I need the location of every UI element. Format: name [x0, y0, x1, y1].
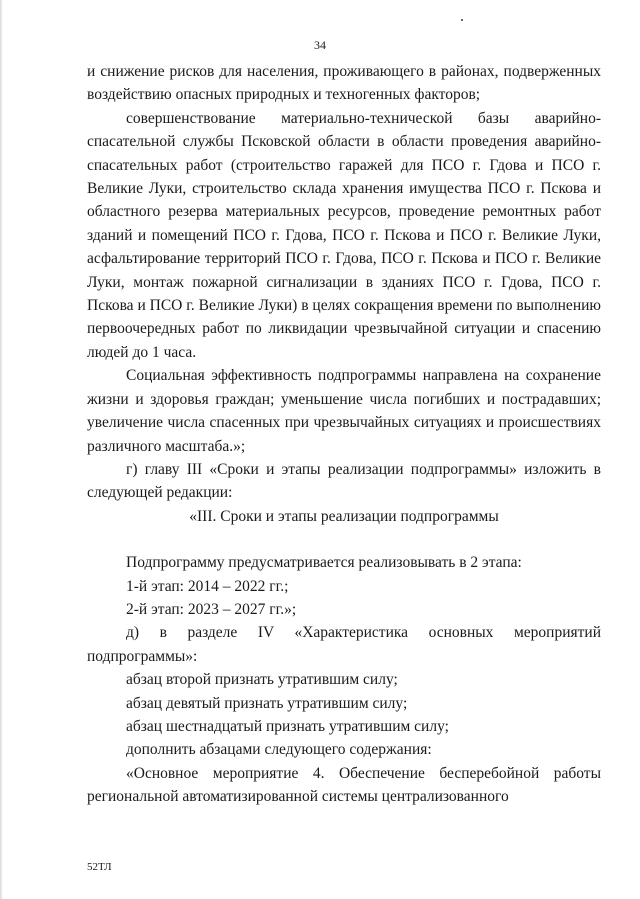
paragraph-11: абзац девятый признать утратившим силу; — [126, 694, 408, 712]
paragraph-1: и снижение рисков для населения, проживающего в районах, подверженных воздействию опасных природных и техногенных факторов; — [87, 63, 601, 104]
scan-dot — [461, 19, 463, 21]
paragraph-13: дополнить абзацами следующего содержания: — [126, 741, 432, 759]
page-number: 34 — [314, 38, 326, 52]
paragraph-2: совершенствование материально-технической базы аварийно-спасательной службы Псковской области в области проведения аварийно-спасательных работ (строительство гаражей для ПСО г. Гдова и ПСО г. Великие Луки, строительство склада хранения имущества ПСО г. Пскова и областного резерва материальных ресурсов, проведение ремонтных работ зданий и помещений ПСО г. Гдова, ПСО г. Пскова и ПСО г. Великие Луки, асфальтирование территорий ПСО г. Гдова, ПСО г. Пскова и ПСО г. Великие Луки, монтаж пожарной сигнализации в зданиях ПСО г. Гдова, ПСО г. Пскова и ПСО г. Великие Луки) в целях сокращения времени по выполнению первоочередных работ по ликвидации чрезвычайной ситуации и спасению людей до 1 часа. — [87, 109, 601, 361]
scan-edge — [0, 0, 3, 899]
paragraph-7: 1-й этап: 2014 – 2022 гг.; — [126, 577, 289, 595]
body-text — [87, 60, 601, 809]
paragraph-9: д) в разделе IV «Характеристика основных мероприятий подпрограммы»: — [87, 624, 601, 665]
paragraph-8: 2-й этап: 2023 – 2027 гг.»; — [126, 600, 297, 618]
section-heading: «III. Сроки и этапы реализации подпрограммы — [189, 507, 499, 525]
paragraph-4: г) главу III «Сроки и этапы реализации подпрограммы» изложить в следующей редакции: — [87, 460, 601, 502]
paragraph-3: Социальная эффективность подпрограммы направлена на сохранение жизни и здоровья граждан; уменьшение числа погибших и пострадавших; увеличение числа спасенных при чрезвычайных ситуациях и происшествиях различного масштаба.»; — [87, 367, 601, 455]
footer-code: 52ТЛ — [87, 861, 112, 873]
paragraph-6: Подпрограмму предусматривается реализовывать в 2 этапа: — [126, 554, 522, 572]
paragraph-10: абзац второй признать утратившим силу; — [126, 671, 398, 689]
paragraph-12: абзац шестнадцатый признать утратившим силу; — [126, 717, 449, 735]
paragraph-14: «Основное мероприятие 4. Обеспечение бесперебойной работы региональной автоматизированной системы централизованного — [87, 764, 601, 806]
